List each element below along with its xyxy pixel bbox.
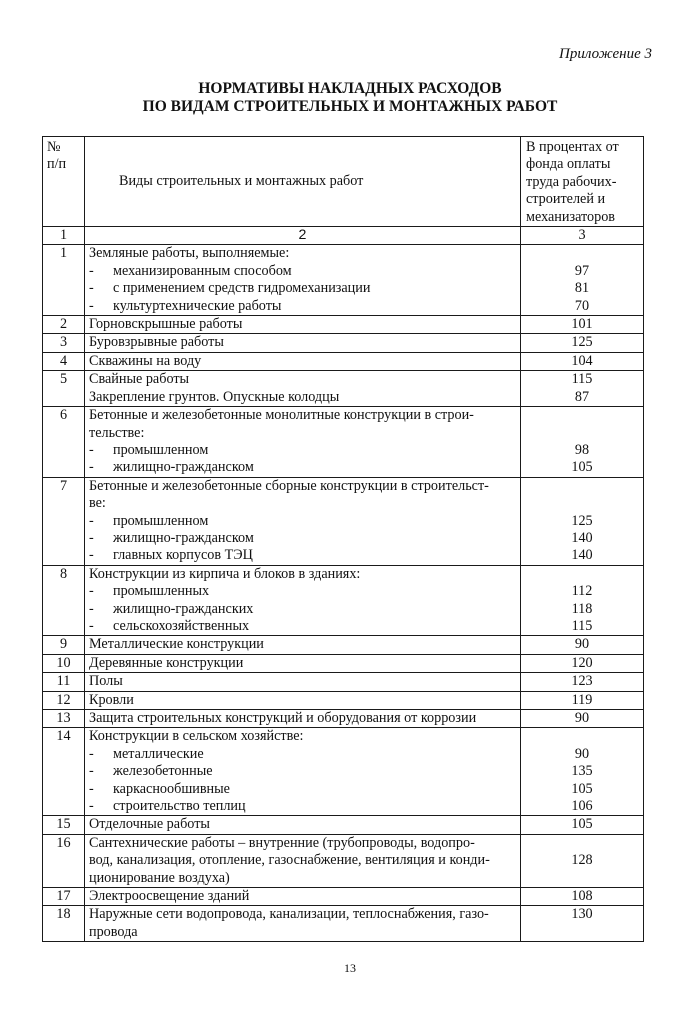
row-description: Горновскрышные работы (85, 316, 521, 334)
title-line-1: НОРМАТИВЫ НАКЛАДНЫХ РАСХОДОВ (198, 80, 502, 97)
table-row (43, 906, 644, 942)
table-row (43, 888, 644, 906)
row-number: 3 (43, 334, 85, 352)
row-value: 130 (521, 906, 644, 942)
table-row (43, 565, 644, 636)
page-title (0, 80, 700, 116)
row-description: Скважины на воду (85, 352, 521, 370)
sub-item: - каркаснообшивные (89, 780, 230, 797)
header-percent: В процентах от фонда оплаты труда рабочих- строителей и механизаторов (521, 137, 644, 227)
header-number: № п/п (43, 137, 85, 227)
row-number: 18 (43, 906, 85, 942)
row-description: Земляные работы, выполняемые: - механизированным способом - с применением средств гидромеханизации - культуртехнические работы (85, 245, 521, 316)
title-line-2: ПО ВИДАМ СТРОИТЕЛЬНЫХ И МОНТАЖНЫХ РАБОТ (142, 98, 558, 115)
row-number: 5 (43, 371, 85, 407)
column-number-row (43, 227, 644, 245)
row-description: Деревянные конструкции (85, 654, 521, 672)
row-description: Кровли (85, 691, 521, 709)
sub-item: - жилищно-гражданском (89, 529, 254, 546)
table-row (43, 710, 644, 728)
sub-item: - промышленном (89, 441, 209, 458)
row-value: 112 118 115 (521, 565, 644, 636)
row-value: 128 (521, 834, 644, 887)
row-description: Буровзрывные работы (85, 334, 521, 352)
sub-item: - культуртехнические работы (89, 297, 282, 314)
appendix-label: Приложение 3 (559, 46, 652, 62)
row-description: Конструкции в сельском хозяйстве: - металлические - железобетонные - каркаснообшивные - строительство теплиц (85, 728, 521, 816)
table-row (43, 816, 644, 834)
row-description: Защита строительных конструкций и оборудования от коррозии (85, 710, 521, 728)
row-value: 105 (521, 816, 644, 834)
row-description: Полы (85, 673, 521, 691)
row-description: Сантехнические работы – внутренние (трубопроводы, водопро- вод, канализация, отопление, газоснабжение, вентиляция и конди- ционирование воздуха) (85, 834, 521, 887)
sub-item: - с применением средств гидромеханизации (89, 280, 371, 297)
row-description: Наружные сети водопровода, канализации, теплоснабжения, газо- провода (85, 906, 521, 942)
row-description: Бетонные и железобетонные монолитные конструкции в строи- тельстве: - промышленном - жилищно-гражданском (85, 407, 521, 478)
row-number: 14 (43, 728, 85, 816)
row-description: Металлические конструкции (85, 636, 521, 654)
row-value: 120 (521, 654, 644, 672)
sub-item: - промышленном (89, 512, 209, 529)
row-number: 6 (43, 407, 85, 478)
table-row (43, 728, 644, 816)
table-row (43, 654, 644, 672)
row-number: 11 (43, 673, 85, 691)
table-row (43, 636, 644, 654)
sub-item: - жилищно-гражданском (89, 459, 254, 476)
table-row (43, 245, 644, 316)
row-number: 7 (43, 477, 85, 565)
row-value: 119 (521, 691, 644, 709)
sub-item: - промышленных (89, 583, 210, 600)
row-value: 90 (521, 710, 644, 728)
row-description: Бетонные и железобетонные сборные конструкции в строительст- ве: - промышленном - жилищно-гражданском - главных корпусов ТЭЦ (85, 477, 521, 565)
sub-item: - сельскохозяйственных (89, 617, 250, 634)
sub-item: - жилищно-гражданских (89, 600, 254, 617)
row-value: 98 105 (521, 407, 644, 478)
row-value: 90 (521, 636, 644, 654)
row-value: 97 81 70 (521, 245, 644, 316)
column-number: 1 (43, 227, 85, 245)
page-number: 13 (344, 961, 356, 975)
table-row (43, 352, 644, 370)
row-description: Электроосвещение зданий (85, 888, 521, 906)
row-number: 16 (43, 834, 85, 887)
row-value: 90 135 105 106 (521, 728, 644, 816)
row-value: 108 (521, 888, 644, 906)
row-number: 4 (43, 352, 85, 370)
table-header-row (43, 137, 644, 227)
row-number: 2 (43, 316, 85, 334)
row-value: 125 140 140 (521, 477, 644, 565)
row-value: 101 (521, 316, 644, 334)
row-number: 13 (43, 710, 85, 728)
table-row (43, 477, 644, 565)
row-value: 123 (521, 673, 644, 691)
row-description: Отделочные работы (85, 816, 521, 834)
table-row (43, 407, 644, 478)
row-number: 15 (43, 816, 85, 834)
row-number: 1 (43, 245, 85, 316)
sub-item: - металлические (89, 745, 204, 762)
table-row (43, 691, 644, 709)
row-description: Конструкции из кирпича и блоков в зданиях: - промышленных - жилищно-гражданских - сельскохозяйственных (85, 565, 521, 636)
column-number: 2 (85, 227, 521, 245)
table-row (43, 334, 644, 352)
row-description: Свайные работы Закрепление грунтов. Опускные колодцы (85, 371, 521, 407)
row-number: 17 (43, 888, 85, 906)
table-row (43, 316, 644, 334)
header-work-type: Виды строительных и монтажных работ (85, 137, 521, 227)
column-number: 3 (521, 227, 644, 245)
row-number: 8 (43, 565, 85, 636)
row-number: 10 (43, 654, 85, 672)
row-number: 9 (43, 636, 85, 654)
overhead-norms-table (42, 136, 644, 942)
sub-item: - главных корпусов ТЭЦ (89, 547, 253, 564)
sub-item: - строительство теплиц (89, 798, 246, 815)
row-number: 12 (43, 691, 85, 709)
row-value: 125 (521, 334, 644, 352)
table-row (43, 673, 644, 691)
sub-item: - механизированным способом (89, 262, 292, 279)
table-row (43, 371, 644, 407)
sub-item: - железобетонные (89, 763, 213, 780)
row-value: 104 (521, 352, 644, 370)
row-value: 115 87 (521, 371, 644, 407)
table-row (43, 834, 644, 887)
